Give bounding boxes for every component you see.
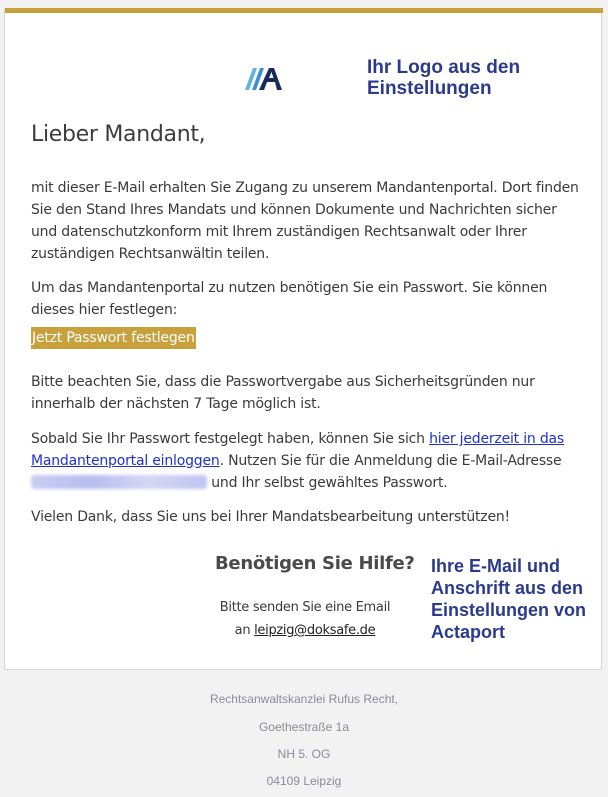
login-text-before: Sobald Sie Ihr Passwort festgelegt haben, können Sie sich bbox=[31, 431, 430, 447]
footer-firm: Rechtsanwaltskanzlei Rufus Recht, bbox=[209, 692, 399, 706]
actaport-logo-icon bbox=[241, 64, 289, 94]
redacted-email-address bbox=[31, 475, 207, 489]
login-text-end: und Ihr selbst gewähltes Passwort. bbox=[207, 475, 448, 491]
login-paragraph bbox=[31, 428, 583, 494]
accent-bar bbox=[5, 8, 603, 13]
help-title: Benötigen Sie Hilfe? bbox=[215, 553, 415, 574]
help-email-line bbox=[205, 623, 405, 638]
validity-paragraph: Bitte beachten Sie, dass die Passwortvergabe aus Sicherheitsgründen nur innerhalb der nächsten 7 Tage möglich ist. bbox=[31, 374, 535, 412]
help-email-link[interactable]: leipzig@doksafe.de bbox=[254, 623, 376, 638]
portal-login-link[interactable]: hier jederzeit in das Mandantenportal einloggen bbox=[31, 431, 564, 469]
login-text-after: . Nutzen Sie für die Anmeldung die E-Mail-Adresse bbox=[219, 453, 562, 469]
password-paragraph: Um das Mandantenportal zu nutzen benötigen Sie ein Passwort. Sie können dieses hier festlegen: bbox=[31, 280, 548, 318]
set-password-button[interactable]: Jetzt Passwort festlegen bbox=[31, 327, 196, 349]
thanks-paragraph: Vielen Dank, dass Sie uns bei Ihrer Mandatsbearbeitung unterstützen! bbox=[31, 509, 510, 525]
footer-city: 04109 Leipzig bbox=[266, 774, 342, 788]
greeting: Lieber Mandant, bbox=[31, 122, 206, 147]
footer-street: Goethestraße 1a bbox=[258, 720, 350, 734]
contact-placeholder-text: Ihre E-Mail und Anschrift aus den Einstellungen von Actaport bbox=[431, 556, 587, 642]
logo-placeholder-text: Ihr Logo aus den Einstellungen bbox=[367, 57, 521, 99]
intro-paragraph: mit dieser E-Mail erhalten Sie Zugang zu unserem Mandantenportal. Dort finden Sie den Stand Ihres Mandats und können Dokumente und Nachrichten sicher und datenschutzkonform mit Ihrem zuständigen Rechtsanwalt oder Ihrer zuständigen Rechtsanwältin teilen. bbox=[31, 180, 579, 262]
help-line: Bitte senden Sie eine Email bbox=[219, 600, 391, 615]
help-email-prefix: an bbox=[234, 623, 255, 638]
email-card bbox=[4, 8, 602, 670]
footer-floor: NH 5. OG bbox=[277, 747, 331, 761]
